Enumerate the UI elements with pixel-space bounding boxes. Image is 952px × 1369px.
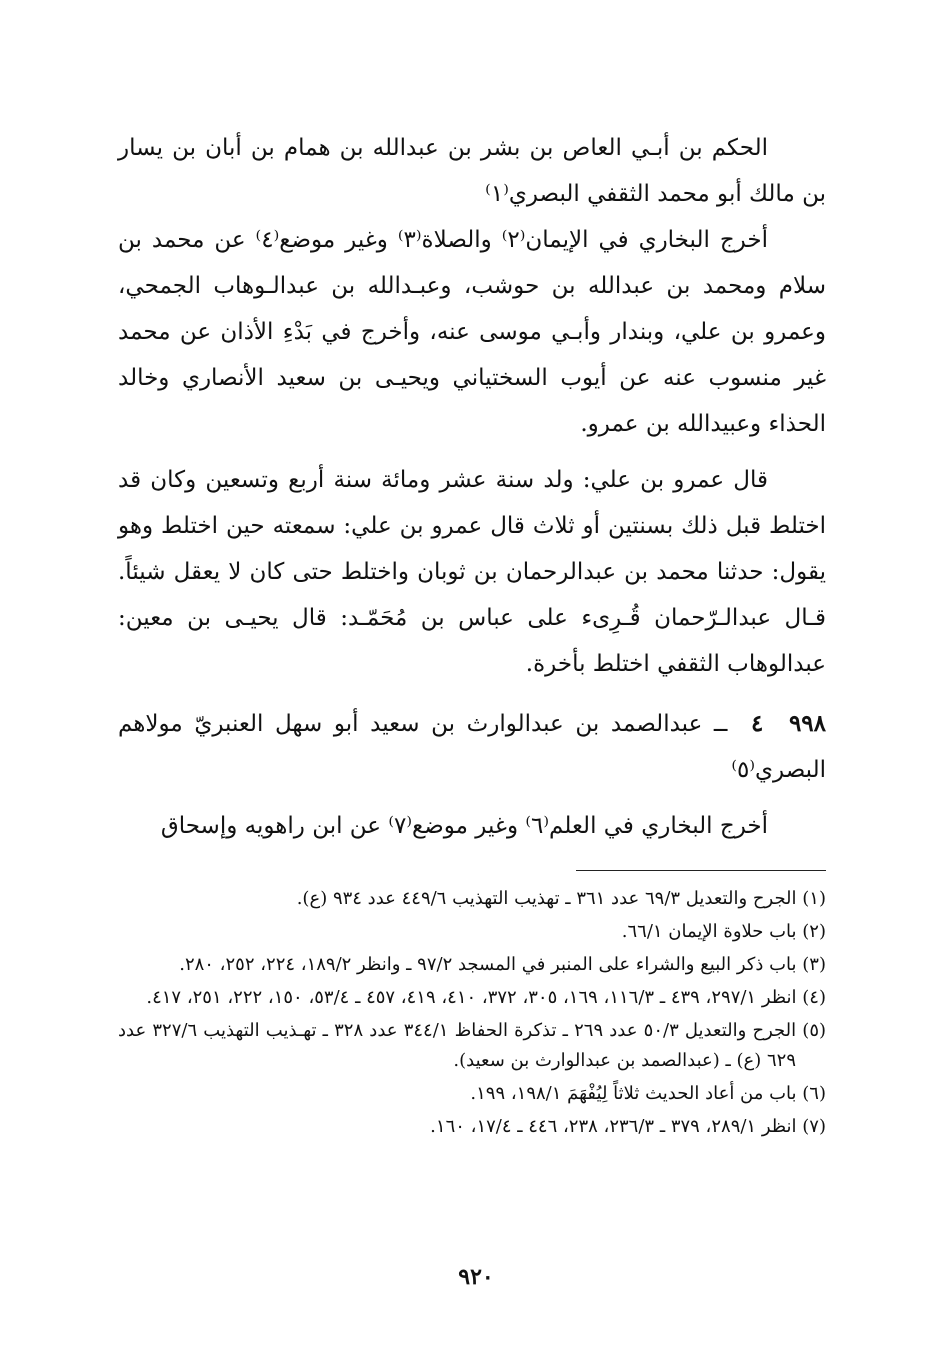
entry-title: ــ عبدالصمد بن عبدالوارث بن سعيد أبو سهل العنبريّ مولاهم البصري⁽٥⁾ [118,711,826,783]
footnote-3: (٣) باب ذكر البيع والشراء على المنبر في المسجد ٩٧/٢ ـ وانظر ١٨٩/٢، ٢٢٤، ٢٥٢، ٢٨٠. [179,954,826,975]
paragraph-bukhari-narrations: أخرج البخاري في الإيمان⁽٢⁾ والصلاة⁽٣⁾ وغير موضع⁽٤⁾ عن محمد بن سلام ومحمد بن عبدالله بن حوشب، وعبـدالله بن عبدالـوهاب الجمحي، وعمرو بن علي، وبندار وأبـي موسى عنه، وأخرج في بَدْءِ الأذان عن محمد غير منسوب عنه عن أيوب السختياني ويحيـى بن سعيد الأنصاري وخالد الحذاء وعبيدالله بن عمرو. [118,227,826,437]
footnotes [118,884,826,1145]
footnote-divider [576,870,826,871]
footnote-7: (٧) انظر ٢٨٩/١، ٣٧٩ ـ ٢٣٦/٣، ٢٣٨، ٤٤٦ ـ ١٧/٤، ١٦٠. [430,1116,826,1137]
paragraph-amr-ibn-ali: قال عمرو بن علي: ولد سنة عشر ومائة سنة أربع وتسعين وكان قد اختلط قبل ذلك بسنتين أو ثلاث قال عمرو بن علي: سمعته حين اختلط وهو يقول: حدثنا محمد بن عبدالرحمان بن ثوبان واختلط حتى كان لا يعقل شيئاً. قـال عبدالـرّحمان قُـرِىء على عباس بن مُحَمّـد: قال يحيـى بن معين: عبدالوهاب الثقفي اختلط بأخرة. [118,467,826,677]
footnote-1: (١) الجرح والتعديل ٦٩/٣ عدد ٣٦١ ـ تهذيب التهذيب ٤٤٩/٦ عدد ٩٣٤ (ع). [296,888,826,909]
entry-sub-number: ٤ [750,710,764,737]
main-text [118,125,826,849]
entry-998 [118,701,826,793]
paragraph-bukhari-ilm: أخرج البخاري في العلم⁽٦⁾ وغير موضع⁽٧⁾ عن ابن راهويه وإسحاق [160,813,768,839]
footnote-6: (٦) باب من أعاد الحديث ثلاثاً لِيُفْهَمَ ١٩٨/١، ١٩٩. [470,1083,826,1104]
page-number: ٩٢٠ [458,1264,494,1290]
footnote-2: (٢) باب حلاوة الإيمان ٦٦/١. [621,921,826,942]
footnote-5: (٥) الجرح والتعديل ٥٠/٣ عدد ٢٦٩ ـ تذكرة الحفاظ ٣٤٤/١ عدد ٣٢٨ ـ تهـذيب التهذيب ٣٢٧/٦ عدد ٦٢٩ (ع) ـ (عبدالصمد بن عبدالوارث بن سعيد). [118,1020,827,1071]
entry-number: ٩٩٨ [788,710,826,737]
paragraph-header-name: الحكم بن أبـي العاص بن بشر بن عبدالله بن همام بن أبان بن يسار بن مالك أبو محمد الثقفي البصري⁽١⁾ [118,135,826,207]
footnote-4: (٤) انظر ٢٩٧/١، ٤٣٩ ـ ١١٦/٣، ١٦٩، ٣٠٥، ٣٧٢، ٤١٠، ٤١٩، ٤٥٧ ـ ٥٣/٤، ١٥٠، ٢٢٢، ٢٥١، ٤١٧. [146,987,826,1008]
